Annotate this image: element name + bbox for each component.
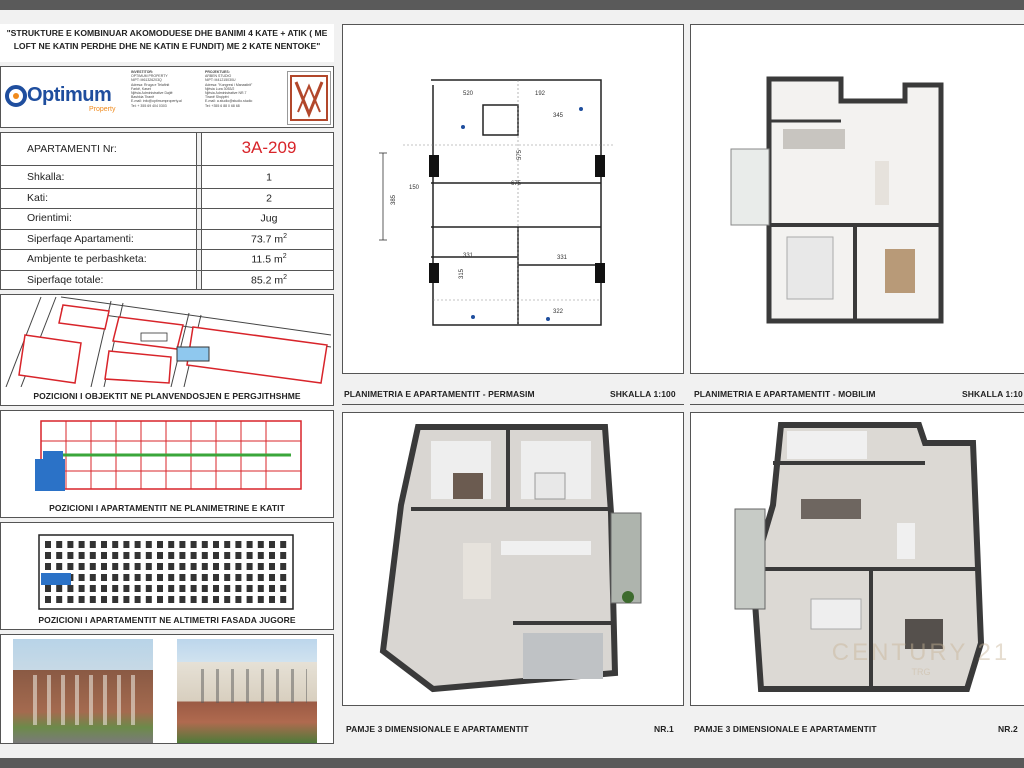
facade-window [202, 541, 208, 548]
facade-window [112, 541, 118, 548]
facade-window [191, 552, 197, 559]
info-row-value-text: 73.7 m [250, 233, 284, 246]
dimension-label: 322 [553, 309, 564, 315]
facade-window [191, 541, 197, 548]
facade-window [168, 541, 174, 548]
facade-window [258, 563, 264, 570]
facade-window [157, 541, 163, 548]
facade-window [269, 563, 275, 570]
investor-line: Bashkia Tiranë [131, 95, 155, 100]
facade-window [135, 585, 141, 592]
facade-window [56, 552, 62, 559]
facade-window [269, 596, 275, 603]
facade-window [90, 574, 96, 581]
project-head: PROJEKTUES: [205, 70, 230, 74]
optimum-o-icon [5, 85, 27, 107]
facade-window [112, 552, 118, 559]
facade-window [79, 596, 85, 603]
furn-plan-box [690, 24, 1024, 374]
info-row-value [206, 192, 332, 205]
caption-floor-key: POZICIONI I APARTAMENTIT NE PLANIMETRINE E KATIT [49, 503, 285, 513]
caption-site-plan: POZICIONI I OBJEKTIT NE PLANVENDOSJEN E PERGJITHSHME [33, 391, 301, 401]
facade-window [135, 574, 141, 581]
investor-line: NIPT: M61326203Q [131, 78, 162, 83]
project-line: Njësia Lura 3053/2 [205, 86, 235, 91]
info-row-value [206, 171, 332, 184]
caption-furn-plan: PLANIMETRIA E APARTAMENTIT - MOBILIM [694, 389, 876, 399]
facade-window [101, 563, 107, 570]
facade-window [135, 563, 141, 570]
title-line-2: LOFT NE KATIN PERDHE DHE NE KATIN E FUNDIT) ME 2 KATE NENTOKE" [13, 41, 321, 51]
facade-window [90, 596, 96, 603]
building-photo-2 [177, 639, 317, 743]
info-row-label: Kati: [27, 191, 49, 204]
building-photo-1 [13, 639, 153, 743]
project-line: Tiranë Shqipëri [205, 95, 229, 100]
facade-window [67, 552, 73, 559]
facade-window [123, 552, 129, 559]
watermark-text: CENTURY 21 [831, 639, 1011, 666]
facade-window [79, 552, 85, 559]
info-row-label: Shkalla: [27, 171, 65, 183]
project-line: Njësia Administrative NR.7 [205, 91, 247, 96]
facade-window [202, 585, 208, 592]
watermark-sub: TRG [911, 667, 931, 677]
facade-window [235, 585, 241, 592]
facade-window [90, 585, 96, 592]
facade-window [146, 552, 152, 559]
facade-window [280, 563, 286, 570]
facade-window [157, 574, 163, 581]
facade-window [112, 585, 118, 592]
facade-drawing [1, 523, 333, 611]
facade-window [112, 596, 118, 603]
facade-window [146, 563, 152, 570]
view1-render [343, 413, 683, 703]
title-line-1: "STRUKTURE E KOMBINUAR AKOMODUESE DHE BANIMI 4 KATE + ATIK ( ME [6, 28, 328, 38]
facade-window [247, 552, 253, 559]
facade-window [191, 596, 197, 603]
investor-line: E-mail: info@optimumproperty.al [131, 99, 182, 104]
facade-window [135, 541, 141, 548]
info-row-unit-sup: 2 [282, 253, 287, 261]
apartment-number: 3A-209 [241, 138, 297, 157]
facade-window [258, 552, 264, 559]
facade-window [224, 596, 230, 603]
photo-2-windows [189, 669, 307, 703]
facade-window [247, 563, 253, 570]
facade-window [101, 596, 107, 603]
facade-window [135, 596, 141, 603]
dimension-label: 575 [517, 149, 523, 160]
project-line: E-mail: a.studio@studio.studio [205, 99, 253, 104]
dimension-label: 385 [391, 194, 397, 205]
info-row-line [1, 270, 333, 271]
info-row-value [206, 253, 332, 266]
facade-window [45, 552, 51, 559]
facade-window [247, 585, 253, 592]
facade-window [101, 574, 107, 581]
facade-window [179, 563, 185, 570]
info-row-line [1, 188, 333, 189]
caption-facade: POZICIONI I APARTAMENTIT NE ALTIMETRI FASADA JUGORE [38, 615, 296, 625]
facade-window [90, 552, 96, 559]
dimension-label: 150 [409, 185, 420, 191]
facade-window [157, 563, 163, 570]
info-row-value-text: 2 [266, 192, 272, 205]
project-info [205, 70, 277, 108]
facade-window [202, 596, 208, 603]
dimensioned-plan [343, 25, 683, 365]
facade-window [213, 563, 219, 570]
dimension-label: 345 [553, 113, 564, 119]
title-box [0, 24, 334, 62]
top-bar [0, 0, 1024, 10]
facade-window [90, 563, 96, 570]
facade-window [247, 596, 253, 603]
watermark [821, 639, 1021, 677]
caption-view1: PAMJE 3 DIMENSIONALE E APARTAMENTIT [346, 724, 529, 734]
facade-window [280, 574, 286, 581]
bottom-bar [0, 758, 1024, 768]
studio-monogram-icon [288, 72, 330, 124]
optimum-logo [5, 83, 125, 115]
facade-window [67, 563, 73, 570]
photo-1-windows [23, 675, 143, 725]
facade-window [90, 541, 96, 548]
project-line: NIPT: M41215030U [205, 78, 236, 83]
caption-furn-plan-scale: SHKALLA 1:10 [962, 389, 1023, 399]
facade-window [179, 552, 185, 559]
investor-head: INVESTITOR: [131, 70, 154, 74]
caption-view2: PAMJE 3 DIMENSIONALE E APARTAMENTIT [694, 724, 877, 734]
facade-window [79, 585, 85, 592]
apartment-label: APARTAMENTI Nr: [27, 143, 117, 155]
info-row-value [206, 233, 332, 246]
info-row-value [206, 274, 332, 287]
facade-box [0, 522, 334, 630]
facade-window [168, 563, 174, 570]
facade-window [112, 563, 118, 570]
investor-line: OPTIMUM PROPERTY [131, 74, 168, 79]
facade-window [67, 541, 73, 548]
investor-line: Tel: + 355 69 404 0303 [131, 103, 167, 108]
facade-window [179, 585, 185, 592]
dimension-label: 520 [463, 91, 474, 97]
facade-window [258, 574, 264, 581]
facade-window [146, 574, 152, 581]
investor-line: Farkë, Kaset [131, 86, 151, 91]
facade-window [191, 563, 197, 570]
logo-brand: Optimum [27, 84, 112, 106]
facade-window [202, 552, 208, 559]
dim-plan-caption-line [342, 404, 684, 405]
facade-window [79, 541, 85, 548]
facade-window [235, 541, 241, 548]
caption-view1-nr: NR.1 [654, 724, 674, 734]
facade-window [45, 585, 51, 592]
facade-window [56, 596, 62, 603]
info-row-line [1, 208, 333, 209]
investor-line: Adresa: Rruga e Telafinit [131, 82, 170, 87]
logo-box [0, 66, 334, 128]
info-row-label: Ambjente te perbashketa: [27, 253, 147, 266]
project-lines [205, 74, 277, 108]
facade-window [202, 563, 208, 570]
site-plan-box [0, 294, 334, 406]
info-row-value-text: 11.5 m [251, 253, 283, 266]
facade-window [179, 541, 185, 548]
facade-window [45, 563, 51, 570]
facade-window [179, 596, 185, 603]
info-row-label: Siperfaqe totale: [27, 274, 104, 286]
floor-key-drawing [1, 411, 333, 497]
facade-window [269, 574, 275, 581]
project-line: ARBEN STUDIO [205, 74, 232, 79]
facade-window [123, 585, 129, 592]
facade-window [235, 596, 241, 603]
facade-window [168, 552, 174, 559]
facade-window [269, 552, 275, 559]
facade-window [135, 552, 141, 559]
project-line: Adresa: "Kongresi i Manastirit" [205, 82, 253, 87]
dimension-label: 192 [535, 91, 546, 97]
info-divider [196, 133, 202, 289]
caption-dim-plan-scale: SHKALLA 1:100 [610, 389, 676, 399]
info-row-value-text: Jug [260, 212, 278, 225]
info-row-line [1, 229, 333, 230]
facade-window [213, 541, 219, 548]
facade-window [123, 541, 129, 548]
dimension-label: 315 [459, 268, 465, 279]
facade-window [224, 574, 230, 581]
facade-window [235, 563, 241, 570]
info-row-value-text: 85.2 m [250, 274, 284, 287]
logo-sub: Property [89, 106, 116, 113]
facade-window [123, 563, 129, 570]
facade-window [101, 585, 107, 592]
info-row-unit-sup: 2 [283, 232, 287, 240]
facade-window [45, 596, 51, 603]
facade-window [224, 563, 230, 570]
facade-window [101, 552, 107, 559]
facade-window [247, 541, 253, 548]
investor-info [131, 70, 201, 108]
site-plan-drawing [1, 295, 333, 387]
furn-plan-caption-line [690, 404, 1024, 405]
info-row-label: Siperfaqe Apartamenti: [27, 232, 134, 245]
facade-window [202, 574, 208, 581]
facade-window [213, 596, 219, 603]
apartment-row-line [1, 165, 333, 166]
dim-plan-box [342, 24, 684, 374]
facade-window [45, 541, 51, 548]
facade-window [280, 585, 286, 592]
info-row-label: Orientimi: [27, 212, 72, 225]
view1-box [342, 412, 684, 706]
investor-line: Njësia Administrative Dajtë [131, 91, 173, 96]
dimension-label: 331 [463, 253, 474, 259]
facade-window [224, 585, 230, 592]
floor-key-box [0, 410, 334, 518]
investor-lines [131, 74, 201, 108]
facade-window [179, 574, 185, 581]
facade-window [280, 552, 286, 559]
facade-window [112, 574, 118, 581]
facade-window [157, 552, 163, 559]
facade-window [213, 585, 219, 592]
facade-window [168, 574, 174, 581]
facade-window [67, 596, 73, 603]
facade-window [56, 585, 62, 592]
facade-window [191, 574, 197, 581]
facade-window [258, 596, 264, 603]
caption-dim-plan: PLANIMETRIA E APARTAMENTIT - PERMASIM [344, 389, 535, 399]
facade-window [269, 585, 275, 592]
facade-window [247, 574, 253, 581]
photos-box [0, 634, 334, 744]
facade-window [258, 585, 264, 592]
info-row-value [206, 212, 332, 225]
info-row-line [1, 249, 333, 250]
facade-window [191, 585, 197, 592]
facade-window [280, 541, 286, 548]
view2-box [690, 412, 1024, 706]
facade-window [269, 541, 275, 548]
facade-window [224, 541, 230, 548]
facade-window [157, 585, 163, 592]
facade-window [56, 541, 62, 548]
facade-window [168, 596, 174, 603]
facade-window [258, 541, 264, 548]
dimension-label: 675 [511, 181, 522, 187]
facade-window [213, 574, 219, 581]
facade-window [146, 541, 152, 548]
furnished-plan [691, 25, 1024, 365]
facade-window [101, 541, 107, 548]
facade-window [146, 585, 152, 592]
info-table [0, 132, 334, 290]
facade-window [67, 585, 73, 592]
facade-window [123, 574, 129, 581]
info-row-unit-sup: 2 [283, 274, 287, 281]
facade-window [79, 563, 85, 570]
studio-logo [287, 71, 331, 125]
facade-window [213, 552, 219, 559]
facade-window [123, 596, 129, 603]
facade-window [280, 596, 286, 603]
facade-window [157, 596, 163, 603]
caption-view2-nr: NR.2 [998, 724, 1018, 734]
facade-window [56, 563, 62, 570]
facade-window [168, 585, 174, 592]
dimension-label: 331 [557, 255, 568, 261]
facade-window [79, 574, 85, 581]
facade-window [146, 596, 152, 603]
facade-window [235, 552, 241, 559]
facade-window [235, 574, 241, 581]
info-row-value-text: 1 [266, 171, 272, 184]
project-line: Tel: +355 6 88 0 68 68 [205, 103, 240, 108]
facade-window [224, 552, 230, 559]
